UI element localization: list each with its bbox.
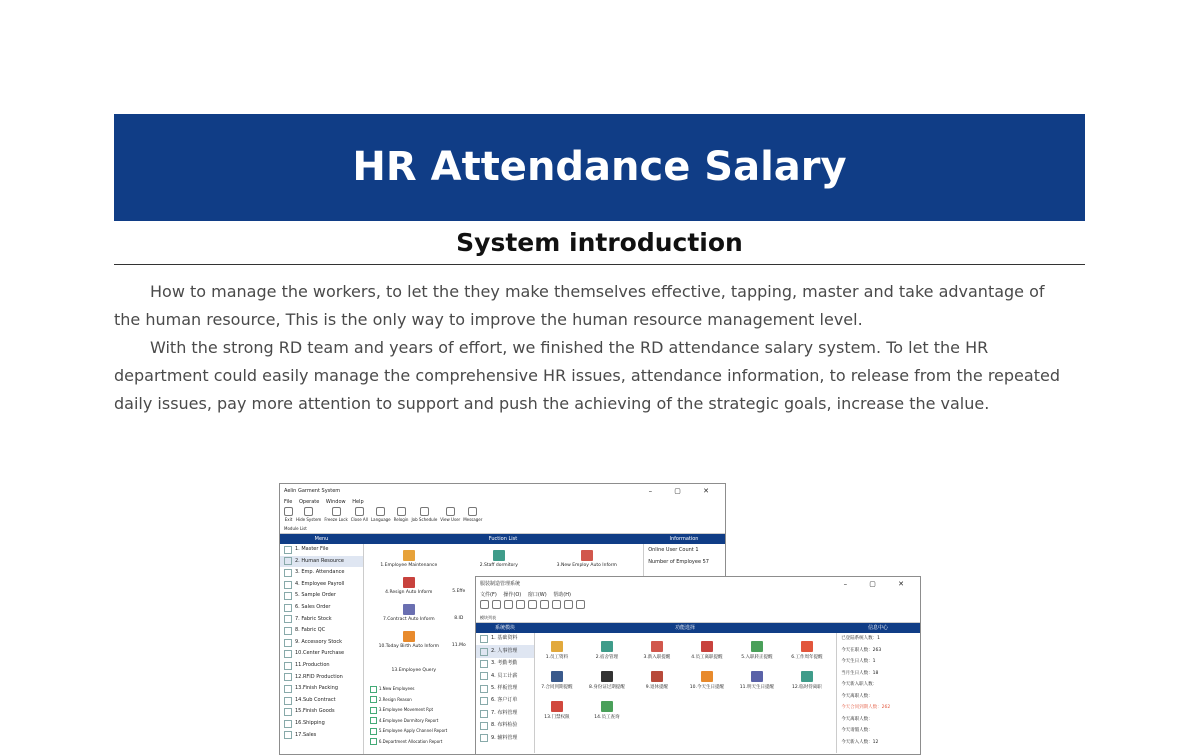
window-controls: – ▢ ✕ xyxy=(648,487,719,495)
module-icon xyxy=(284,639,292,647)
lock-icon xyxy=(504,600,513,609)
menu-operate: 操作(O) xyxy=(503,592,522,598)
function-item: 2.Staff dormitory xyxy=(464,550,534,568)
function-item: 2.宿舍管理 xyxy=(577,641,637,660)
module-icon xyxy=(284,662,292,670)
function-icon xyxy=(551,641,563,652)
menu-item: 4. 员工计薪 xyxy=(476,670,534,682)
module-tab: Module List xyxy=(280,525,725,534)
clock-icon xyxy=(420,507,429,516)
menu-item: 1. Master File xyxy=(280,544,363,556)
function-icon xyxy=(701,641,713,652)
relogin-icon xyxy=(540,600,549,609)
menu-item: 8. Fabric QC xyxy=(280,625,363,637)
function-list xyxy=(535,633,836,753)
report-item: 6.Department Allocation Report xyxy=(364,737,447,748)
menu-header: Menu xyxy=(314,536,329,542)
menu-item: 9. 辅料管理 xyxy=(476,732,534,744)
information-panel xyxy=(836,633,920,753)
function-icon xyxy=(751,641,763,652)
menu-item: 1. 基础资料 xyxy=(476,633,534,645)
user-icon xyxy=(446,507,455,516)
tool-hide-system: Hide System xyxy=(296,507,321,525)
report-item: 2.Resign Reason xyxy=(364,695,447,706)
user-icon xyxy=(564,600,573,609)
function-item: 4.Resign Auto Inform xyxy=(374,577,444,595)
tool-relogin: Relogin xyxy=(394,507,409,525)
menu-item: 12.RFID Production xyxy=(280,672,363,684)
info-header: Information xyxy=(669,536,699,542)
module-icon xyxy=(284,557,292,565)
function-item: 13.门禁权限 xyxy=(527,701,587,720)
relogin-icon xyxy=(397,507,406,516)
menu-item: 9. Accessory Stock xyxy=(280,637,363,649)
employee-count: Number of Employee 57 xyxy=(648,559,709,565)
info-item: 今天在职人数：263 xyxy=(841,647,882,653)
function-item: 7.Contract Auto Inform xyxy=(374,604,444,622)
function-item: 13.Employee Query xyxy=(391,668,437,673)
menu-bar xyxy=(476,591,920,600)
function-item: 10.Today Birth Auto Inform xyxy=(374,631,444,649)
function-item: 8.身份证过期提醒 xyxy=(577,671,637,690)
function-item: 14.员工查询 xyxy=(577,701,637,720)
report-item: 5.Employee Apply Channel Report xyxy=(364,726,447,737)
window-title: 服装制造管理系统 xyxy=(480,581,521,587)
function-item: 11.明天生日提醒 xyxy=(727,671,787,690)
function-icon xyxy=(651,641,663,652)
intro-paragraph-1: How to manage the workers, to let the they make themselves effective, tapping, master and take advantage of the human resource, This is the only way to improve the human resource management level. xyxy=(114,282,1045,329)
module-icon xyxy=(284,627,292,635)
menu-file: File xyxy=(284,499,293,505)
function-item: 6.工作周年提醒 xyxy=(777,641,837,660)
page-title: HR Attendance Salary xyxy=(352,144,847,190)
module-icon xyxy=(480,672,488,680)
function-item: 3.New Employ Auto Inform xyxy=(552,550,622,568)
function-item: 5.入职转正提醒 xyxy=(727,641,787,660)
tool-language: Language xyxy=(371,507,391,525)
module-icon xyxy=(284,673,292,681)
info-item: 今天离职人数： xyxy=(841,716,873,722)
tool-exit: Exit xyxy=(284,507,293,525)
report-item: 1.New Employees xyxy=(364,684,447,695)
report-item: 3.Employee Movement Rpt xyxy=(364,705,447,716)
module-icon xyxy=(284,720,292,728)
close-icon xyxy=(516,600,525,609)
function-item: 3.新入职提醒 xyxy=(627,641,687,660)
menu-item: 17.Sales xyxy=(280,730,363,742)
menu-item: 7. 布料管理 xyxy=(476,707,534,719)
menu-item: 3. Emp. Attendance xyxy=(280,567,363,579)
panel-headers xyxy=(476,623,920,633)
menu-item: 2. 人事管理 xyxy=(476,645,534,657)
module-icon xyxy=(480,710,488,718)
menu-item: 5. 样板管理 xyxy=(476,683,534,695)
info-item: 今天新入人数：12 xyxy=(841,739,879,745)
menu-item: 13.Finish Packing xyxy=(280,683,363,695)
menu-item: 11.Production xyxy=(280,660,363,672)
function-icon xyxy=(801,641,813,652)
module-icon xyxy=(480,722,488,730)
language-icon xyxy=(376,507,385,516)
module-icon xyxy=(284,546,292,554)
info-item: 当月生日人数：18 xyxy=(841,670,879,676)
module-icon xyxy=(480,697,488,705)
menu-help: Help xyxy=(352,499,364,505)
function-item: 10.今天生日提醒 xyxy=(677,671,737,690)
function-item: 12.临时待离职 xyxy=(777,671,837,690)
function-icon xyxy=(403,604,415,615)
screenshot-chinese-window xyxy=(475,576,921,755)
menu-item: 6. 客户订单 xyxy=(476,695,534,707)
menu-item: 4. Employee Payroll xyxy=(280,579,363,591)
function-item: 9.退休提醒 xyxy=(627,671,687,690)
function-icon xyxy=(551,671,563,682)
menu-file: 文件(F) xyxy=(480,592,497,598)
intro-text xyxy=(114,278,1074,418)
info-item: 今天离职人数： xyxy=(841,693,873,699)
info-item: 已登陆系统人数：1 xyxy=(841,636,881,641)
message-icon xyxy=(576,600,585,609)
function-header: 功能选择 xyxy=(674,625,695,631)
menu-item: 8. 布料检验 xyxy=(476,720,534,732)
menu-header: 系统模块 xyxy=(494,625,515,631)
exit-icon xyxy=(480,600,489,609)
menu-item: 5. Sample Order xyxy=(280,590,363,602)
function-icon xyxy=(581,550,593,561)
module-icon xyxy=(284,731,292,739)
title-banner xyxy=(114,114,1085,221)
module-icon xyxy=(284,708,292,716)
function-item: 4.员工离职提醒 xyxy=(677,641,737,660)
menu-item: 7. Fabric Stock xyxy=(280,614,363,626)
tool-close-all: Close All xyxy=(351,507,368,525)
intro-paragraph-2: With the strong RD team and years of effort, we finished the RD attendance salary system. To let the HR department could easily manage the comprehensive HR issues, attendance information, to release from the repeated daily issues, pay more attention to support and push the achieving of the strategic goals, increase the value. xyxy=(114,338,1060,413)
info-item: 今天请假人数： xyxy=(841,728,873,733)
window-controls: – ▢ ✕ xyxy=(843,580,914,588)
hide-icon xyxy=(304,507,313,516)
function-icon xyxy=(551,701,563,712)
info-item-highlight: 今天合同到期人数：262 xyxy=(841,705,891,710)
hide-icon xyxy=(492,600,501,609)
menu-item: 6. Sales Order xyxy=(280,602,363,614)
module-menu xyxy=(280,544,364,754)
menu-item: 16.Shipping xyxy=(280,718,363,730)
close-icon xyxy=(355,507,364,516)
report-item: 4.Employee Dormitory Report xyxy=(364,716,447,727)
module-icon xyxy=(480,734,488,742)
function-header: Fuction List xyxy=(488,536,518,542)
menu-help: 帮助(H) xyxy=(553,592,571,598)
lock-icon xyxy=(332,507,341,516)
function-icon xyxy=(701,671,713,682)
menu-item: 2. Human Resource xyxy=(280,556,363,568)
module-icon xyxy=(284,697,292,705)
menu-item: 3. 考勤考勤 xyxy=(476,658,534,670)
window-title: Aelin Garment System xyxy=(284,488,341,494)
function-icon xyxy=(751,671,763,682)
module-icon xyxy=(480,660,488,668)
function-icon xyxy=(403,577,415,588)
module-icon xyxy=(284,581,292,589)
message-icon xyxy=(468,507,477,516)
function-icon xyxy=(403,631,415,642)
section-title: System introduction xyxy=(114,226,1085,265)
function-icon xyxy=(651,671,663,682)
module-icon xyxy=(480,648,488,656)
menu-window: 窗口(W) xyxy=(527,592,547,598)
tool-freeze-lock: Freeze Lock xyxy=(324,507,347,525)
toolbar xyxy=(280,507,725,525)
info-item: 今天生日人数：1 xyxy=(841,659,876,664)
tool-messager: Messager xyxy=(463,507,482,525)
function-item: 11.Mo xyxy=(451,643,466,648)
function-item: 1.Employee Maintenance xyxy=(374,550,444,568)
module-icon xyxy=(480,685,488,693)
function-item: 7.合同到期提醒 xyxy=(527,671,587,690)
tool-view-user: View User xyxy=(440,507,460,525)
function-icon xyxy=(601,701,613,712)
function-icon xyxy=(601,671,613,682)
module-icon xyxy=(284,685,292,693)
menu-item: 14.Sub Contract xyxy=(280,695,363,707)
online-user-count: Online User Count 1 xyxy=(648,547,699,553)
module-icon xyxy=(284,569,292,577)
info-header: 信息中心 xyxy=(867,625,888,631)
module-icon xyxy=(480,635,488,643)
function-icon xyxy=(493,550,505,561)
menu-bar xyxy=(280,498,725,507)
clock-icon xyxy=(552,600,561,609)
function-icon xyxy=(601,641,613,652)
report-list xyxy=(364,684,447,747)
toolbar xyxy=(476,600,920,614)
window-titlebar xyxy=(476,577,920,591)
function-item: 1.员工资料 xyxy=(527,641,587,660)
menu-operate: Operate xyxy=(298,499,320,505)
module-tab: 模块列表 xyxy=(476,614,920,623)
exit-icon xyxy=(284,507,293,516)
function-item: 5.Effe xyxy=(452,589,466,594)
language-icon xyxy=(528,600,537,609)
module-icon xyxy=(284,615,292,623)
function-item: 8.ID xyxy=(454,616,464,621)
module-icon xyxy=(284,650,292,658)
menu-window: Window xyxy=(325,499,346,505)
module-icon xyxy=(284,592,292,600)
function-icon xyxy=(801,671,813,682)
menu-item: 15.Finish Goods xyxy=(280,706,363,718)
tool-job-schedule: Job Schedule xyxy=(411,507,437,525)
function-icon xyxy=(403,550,415,561)
module-icon xyxy=(284,604,292,612)
panel-headers xyxy=(280,534,725,544)
window-titlebar xyxy=(280,484,725,498)
info-item: 今天新入职人数： xyxy=(841,682,878,687)
menu-item: 10.Center Purchase xyxy=(280,648,363,660)
